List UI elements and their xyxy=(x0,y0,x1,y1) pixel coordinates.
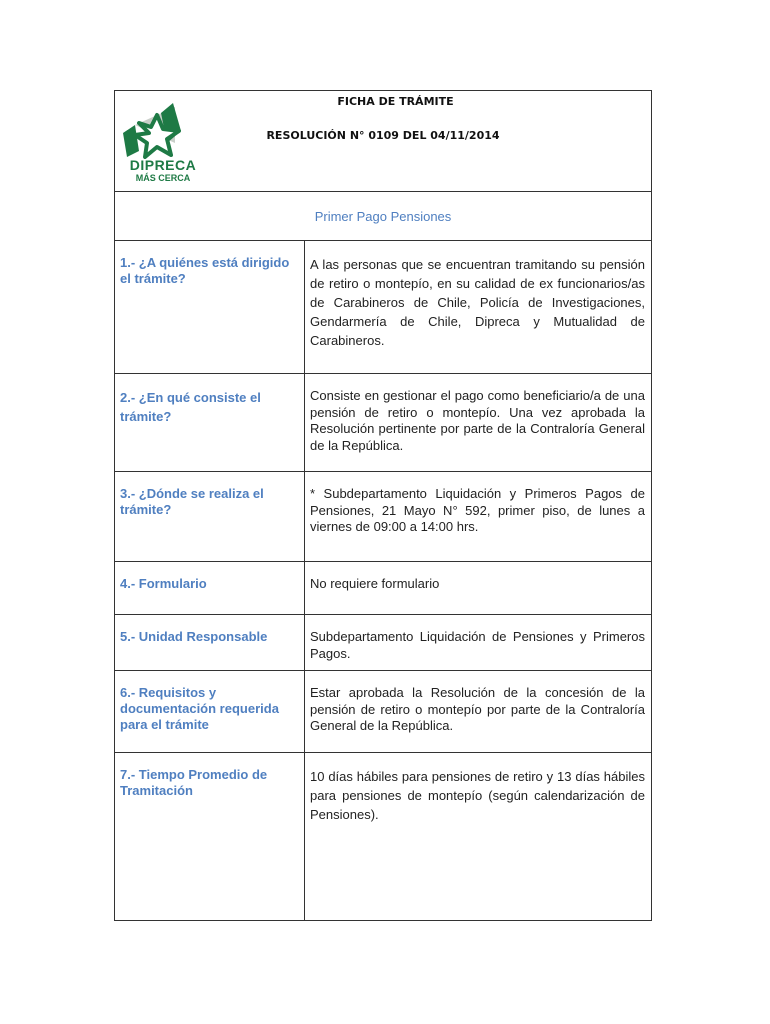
logo-slogan-text: MÁS CERCA xyxy=(135,173,191,183)
sheet-title: FICHA DE TRÁMITE xyxy=(337,95,454,108)
table-row xyxy=(115,241,652,374)
row-value-processing-time: 10 días hábiles para pensiones de retiro y 13 días hábiles para pensiones de montepío (según calendarización de Pensiones). xyxy=(305,753,652,921)
logo-brand-text: DIPRECA xyxy=(129,157,197,173)
row-value-target-audience: A las personas que se encuentran tramitando su pensión de retiro o montepío, en su calidad de ex funcionarios/as de Carabineros de Chile, Policía de Investigaciones, Gendarmería de Chile, Dipreca y Mutualidad de Carabineros. xyxy=(305,241,652,374)
row-label-target-audience: 1.- ¿A quiénes está dirigido el trámite? xyxy=(115,241,305,374)
dipreca-logo xyxy=(121,103,201,185)
row-value-form: No requiere formulario xyxy=(305,562,652,615)
header-row xyxy=(115,91,652,192)
row-label-form: 4.- Formulario xyxy=(115,562,305,615)
procedure-sheet-table xyxy=(114,90,652,921)
row-label-location: 3.- ¿Dónde se realiza el trámite? xyxy=(115,472,305,562)
table-row xyxy=(115,615,652,671)
table-row xyxy=(115,374,652,472)
row-label-description: 2.- ¿En qué consiste el trámite? xyxy=(115,374,305,472)
row-label-requirements: 6.- Requisitos y documentación requerida para el trámite xyxy=(115,671,305,753)
table-row xyxy=(115,562,652,615)
table-row xyxy=(115,753,652,921)
row-label-processing-time: 7.- Tiempo Promedio de Tramitación xyxy=(115,753,305,921)
document-title: Primer Pago Pensiones xyxy=(115,192,652,241)
row-value-location: * Subdepartamento Liquidación y Primeros Pagos de Pensiones, 21 Mayo N° 592, primer piso, de lunes a viernes de 09:00 a 14:00 hrs. xyxy=(305,472,652,562)
table-row xyxy=(115,671,652,753)
row-value-description: Consiste en gestionar el pago como beneficiario/a de una pensión de retiro o montepío. Una vez aprobada la Resolución pertinente por parte de la Contraloría General de la República. xyxy=(305,374,652,472)
header-cell xyxy=(115,91,652,192)
row-value-requirements: Estar aprobada la Resolución de la concesión de la pensión de retiro o montepío por parte de la Contraloría General de la República. xyxy=(305,671,652,753)
row-value-responsible-unit: Subdepartamento Liquidación de Pensiones y Primeros Pagos. xyxy=(305,615,652,671)
title-row xyxy=(115,192,652,241)
row-label-responsible-unit: 5.- Unidad Responsable xyxy=(115,615,305,671)
table-row xyxy=(115,472,652,562)
resolution-number: RESOLUCIÓN N° 0109 DEL 04/11/2014 xyxy=(266,129,500,142)
